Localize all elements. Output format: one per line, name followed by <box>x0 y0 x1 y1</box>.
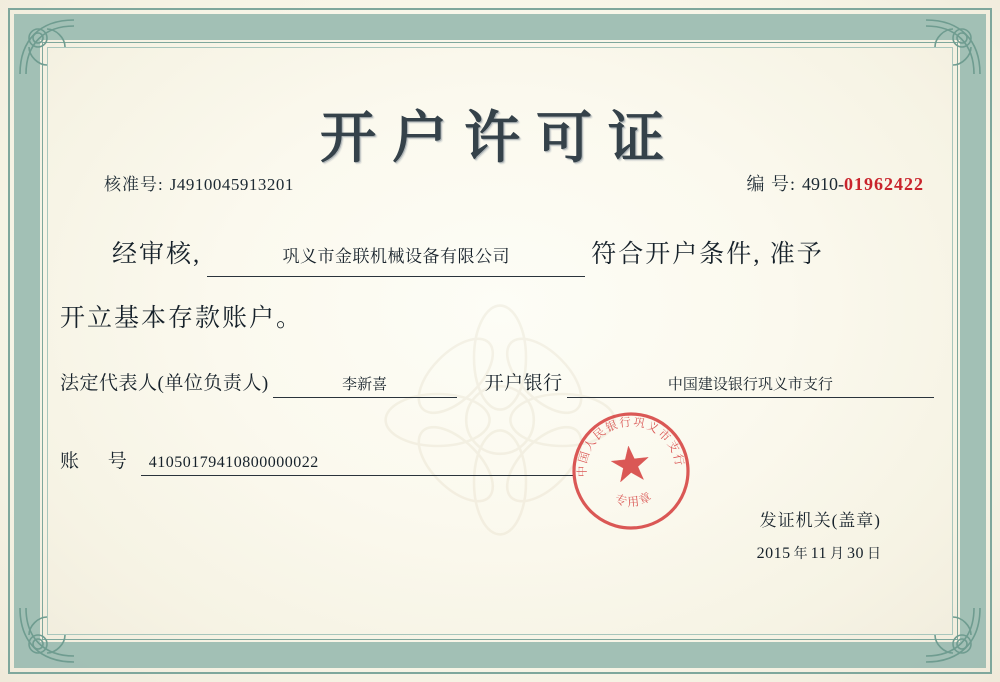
issuer-block <box>757 506 884 563</box>
body-line-1 <box>60 231 940 279</box>
body-tail-text: 符合开户条件, 准予 <box>591 241 824 268</box>
issue-year: 2015 <box>756 545 791 562</box>
representative-value: 李新喜 <box>273 373 457 398</box>
body-line-2: 开立基本存款账户。 <box>60 304 304 332</box>
page-title: 开户许可证 <box>320 106 680 171</box>
body-paragraph <box>60 231 940 342</box>
certificate-content <box>60 56 940 626</box>
serial-number-prefix: 4910- <box>802 174 844 194</box>
account-number-value: 41050179410800000022 <box>141 454 573 476</box>
body-lead-text: 经审核, <box>112 241 202 268</box>
approval-row <box>104 170 930 195</box>
representative-label: 法定代表人(单位负责人) <box>60 373 269 394</box>
bank-label: 开户银行 <box>484 373 563 394</box>
bank-value: 中国建设银行巩义市支行 <box>567 373 934 398</box>
representative-row <box>60 368 934 398</box>
issuer-label: 发证机关(盖章) <box>759 511 881 530</box>
official-seal-stamp <box>564 404 698 538</box>
issue-month-unit: 月 <box>830 547 844 562</box>
approval-number-label: 核准号: <box>104 175 164 194</box>
serial-number-label: 编 号: <box>746 174 796 194</box>
approval-number-value: J4910045913201 <box>169 175 294 194</box>
issue-month: 11 <box>810 545 827 562</box>
account-row <box>60 446 934 476</box>
company-name-field: 巩义市金联机械设备有限公司 <box>207 241 585 277</box>
issue-date <box>757 543 884 563</box>
issue-day-unit: 日 <box>867 547 881 562</box>
issue-day: 30 <box>847 545 864 562</box>
issue-year-unit: 年 <box>793 547 808 562</box>
svg-text:中国人民银行巩义市支行: 中国人民银行巩义市支行 <box>574 414 688 478</box>
svg-text:专用章: 专用章 <box>613 488 656 510</box>
serial-number-value: 01962422 <box>844 174 924 194</box>
serial-row <box>746 170 924 196</box>
account-number-label: 账 号 <box>60 451 139 472</box>
